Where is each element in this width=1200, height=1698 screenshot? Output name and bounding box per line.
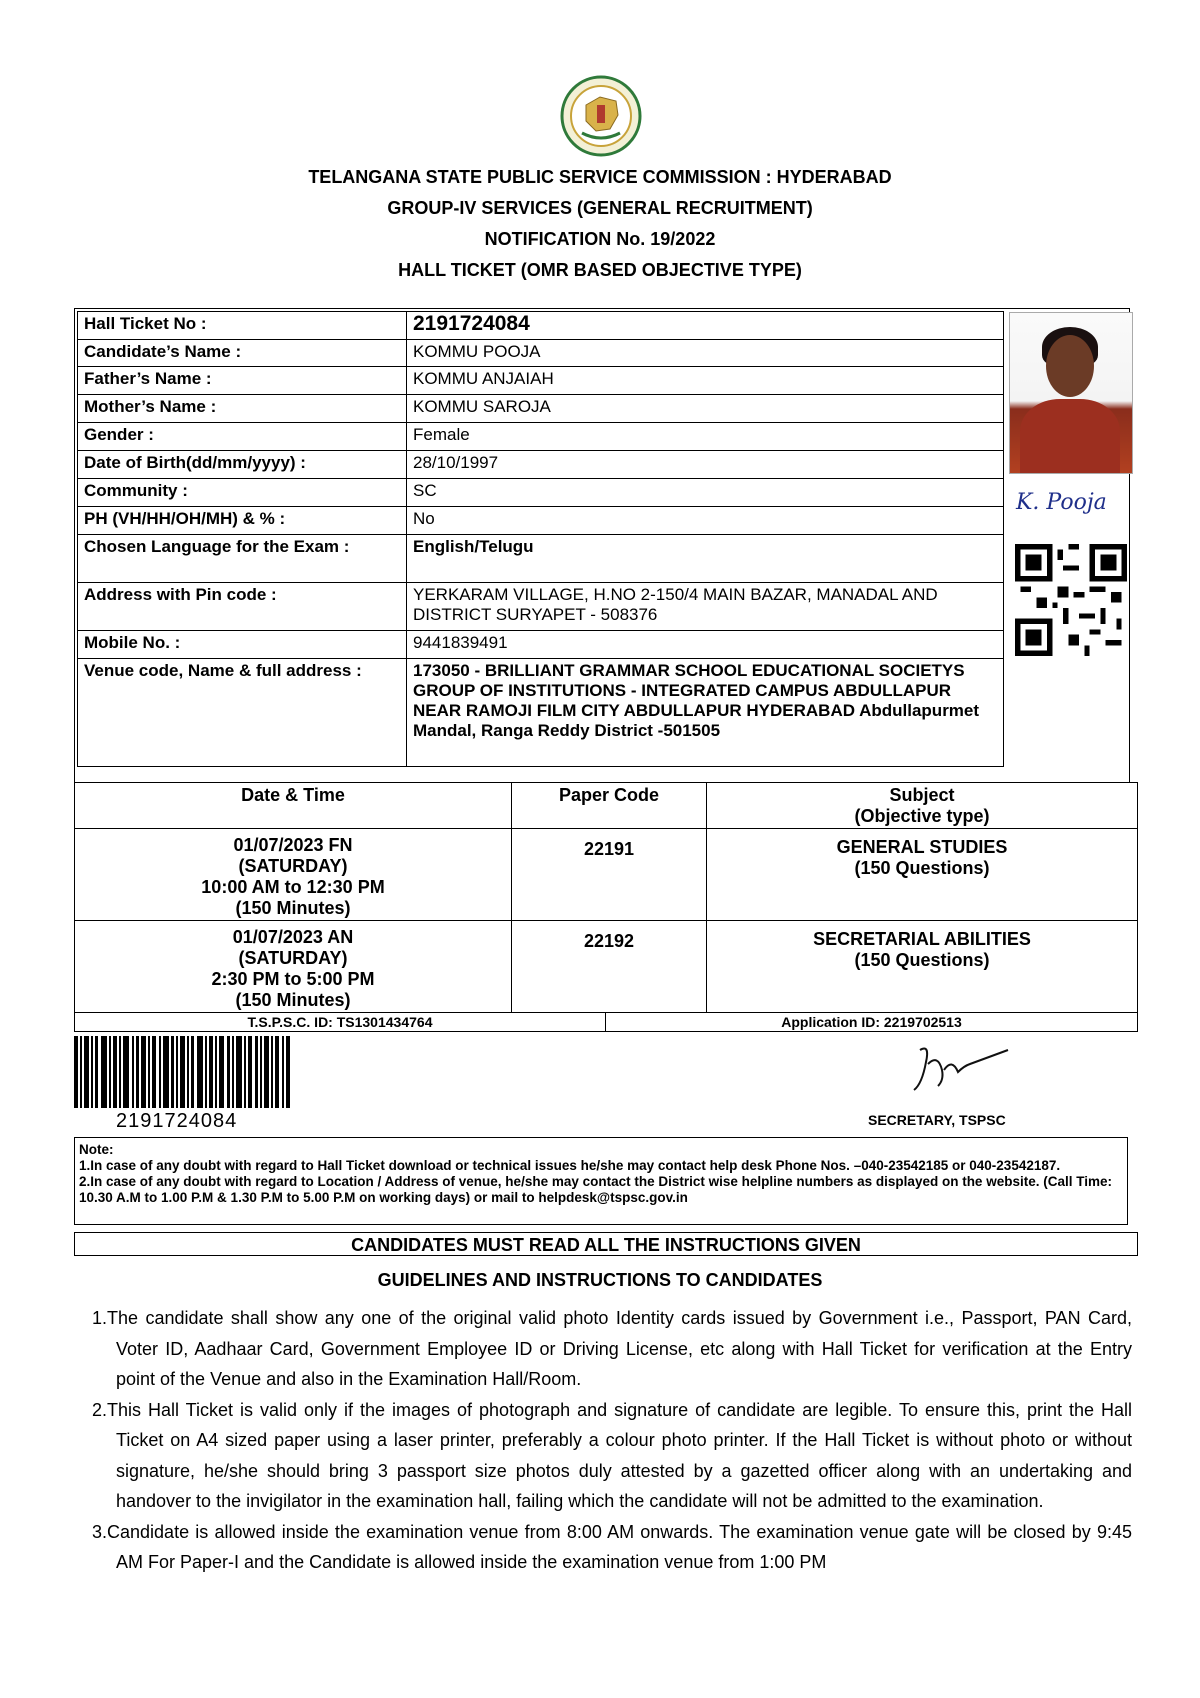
hall-ticket-label: Hall Ticket No : — [78, 312, 407, 340]
ids-table — [74, 1012, 1138, 1032]
gender-label: Gender : — [78, 423, 407, 451]
dob-label: Date of Birth(dd/mm/yyyy) : — [78, 451, 407, 479]
commission-title: TELANGANA STATE PUBLIC SERVICE COMMISSION : HYDERABAD — [308, 167, 892, 187]
subject-header — [707, 783, 1138, 829]
exam-day: (SATURDAY) — [238, 856, 348, 876]
exam-duration: (150 Minutes) — [235, 898, 351, 918]
candidate-name-label: Candidate’s Name : — [78, 340, 407, 367]
schedule-row — [75, 829, 1138, 921]
mobile-value: 9441839491 — [407, 631, 1004, 659]
candidate-details-table — [77, 311, 1004, 767]
instruction-item: 3.Candidate is allowed inside the examination venue from 8:00 AM onwards. The examination venue gate will be closed by 9:45 AM For Paper-I and the Candidate is allowed inside the examination venue from 1:00 PM — [92, 1521, 1132, 1572]
notification-number: NOTIFICATION No. 19/2022 — [484, 229, 716, 249]
question-count: (150 Questions) — [854, 950, 990, 970]
father-name-value: KOMMU ANJAIAH — [407, 367, 1004, 395]
candidate-photo — [1009, 312, 1133, 474]
tspsc-emblem-logo — [560, 75, 642, 157]
ph-label: PH (VH/HH/OH/MH) & % : — [78, 507, 407, 535]
exam-time: 10:00 AM to 12:30 PM — [201, 877, 385, 897]
exam-date: 01/07/2023 FN — [233, 835, 353, 855]
candidate-details-box — [74, 308, 1130, 783]
subject-name: GENERAL STUDIES — [836, 837, 1008, 857]
instruction-item: 2.This Hall Ticket is valid only if the images of photograph and signature of candidate are legible. To ensure this, print the Hall Ticket on A4 sized paper using a laser printer, preferably a colour photo printer. If the Hall Ticket is without photo or without signature, he/she should bring 3 passport size photos duly attested by a gazetted officer along with an undertaking and handover to the invigilator in the examination hall, failing which the candidate will not be admitted to the examination. — [92, 1399, 1132, 1511]
venue-label: Venue code, Name & full address : — [78, 659, 407, 767]
address-value: YERKARAM VILLAGE, H.NO 2-150/4 MAIN BAZAR, MANADAL AND DISTRICT SURYAPET - 508376 — [407, 583, 1004, 631]
subject-cell — [707, 921, 1138, 1013]
application-id: Application ID: 2219702513 — [606, 1013, 1138, 1032]
paper-code-header: Paper Code — [512, 783, 707, 829]
language-value: English/Telugu — [407, 535, 1004, 583]
services-title: GROUP-IV SERVICES (GENERAL RECRUITMENT) — [387, 198, 813, 218]
hall-ticket-type: HALL TICKET (OMR BASED OBJECTIVE TYPE) — [398, 260, 802, 280]
dob-value: 28/10/1997 — [407, 451, 1004, 479]
exam-date: 01/07/2023 AN — [232, 927, 354, 947]
note-line-2: 2.In case of any doubt with regard to Location / Address of venue, he/she may contact the District wise helpline numbers as displayed on the website. (Call Time: 10.30 A.M to 1.00 P.M & 1.30 P.M to 5.00 P.M on working days) or mail to helpdesk@tspsc.gov.in — [79, 1174, 1112, 1205]
question-count: (150 Questions) — [854, 858, 990, 878]
community-value: SC — [407, 479, 1004, 507]
note-title: Note: — [79, 1142, 114, 1157]
date-time-header: Date & Time — [75, 783, 512, 829]
venue-value: 173050 - BRILLIANT GRAMMAR SCHOOL EDUCATIONAL SOCIETYS GROUP OF INSTITUTIONS - INTEGRATED CAMPUS ABDULLAPUR NEAR RAMOJI FILM CITY ABDULLAPUR HYDERABAD Abdullapurmet Mandal, Ranga Reddy District -501505 — [407, 659, 1004, 767]
exam-duration: (150 Minutes) — [235, 990, 351, 1010]
candidate-signature: K. Pooja — [1016, 490, 1107, 515]
gender-value: Female — [407, 423, 1004, 451]
subject-name: SECRETARIAL ABILITIES — [813, 929, 1031, 949]
date-time-cell — [75, 829, 512, 921]
ph-value: No — [407, 507, 1004, 535]
father-name-label: Father’s Name : — [78, 367, 407, 395]
subject-header-title: Subject — [889, 785, 955, 805]
exam-schedule-table — [74, 782, 1138, 1013]
guidelines-title: GUIDELINES AND INSTRUCTIONS TO CANDIDATES — [377, 1270, 823, 1290]
schedule-row — [75, 921, 1138, 1013]
paper-code: 22192 — [512, 921, 707, 1013]
subject-header-subtitle: (Objective type) — [854, 806, 990, 826]
instructions-list — [92, 1303, 1132, 1578]
language-label: Chosen Language for the Exam : — [78, 535, 407, 583]
community-label: Community : — [78, 479, 407, 507]
instruction-item: 1.The candidate shall show any one of the original valid photo Identity cards issued by Government i.e., Passport, PAN Card, Voter ID, Aadhaar Card, Government Employee ID or Driving License, etc along with Hall Ticket for verification at the Entry point of the Venue and also in the Examination Hall/Room. — [92, 1308, 1132, 1389]
exam-time: 2:30 PM to 5:00 PM — [211, 969, 375, 989]
note-box — [74, 1137, 1128, 1225]
mother-name-label: Mother’s Name : — [78, 395, 407, 423]
mobile-label: Mobile No. : — [78, 631, 407, 659]
qr-code — [1015, 544, 1127, 656]
barcode — [74, 1036, 290, 1108]
exam-day: (SATURDAY) — [238, 948, 348, 968]
barcode-number: 2191724084 — [116, 1110, 238, 1132]
note-line-1: 1.In case of any doubt with regard to Hall Ticket download or technical issues he/she may contact help desk Phone Nos. –040-23542185 or 040-23542187. — [79, 1158, 1061, 1173]
address-label: Address with Pin code : — [78, 583, 407, 631]
hall-ticket-value: 2191724084 — [407, 312, 1004, 340]
date-time-cell — [75, 921, 512, 1013]
candidate-name-value: KOMMU POOJA — [407, 340, 1004, 367]
must-read-banner: CANDIDATES MUST READ ALL THE INSTRUCTIONS GIVEN — [74, 1232, 1138, 1256]
paper-code: 22191 — [512, 829, 707, 921]
secretary-title: SECRETARY, TSPSC — [868, 1112, 1006, 1128]
secretary-signature — [908, 1040, 1013, 1100]
subject-cell — [707, 829, 1138, 921]
mother-name-value: KOMMU SAROJA — [407, 395, 1004, 423]
tspsc-id: T.S.P.S.C. ID: TS1301434764 — [75, 1013, 606, 1032]
